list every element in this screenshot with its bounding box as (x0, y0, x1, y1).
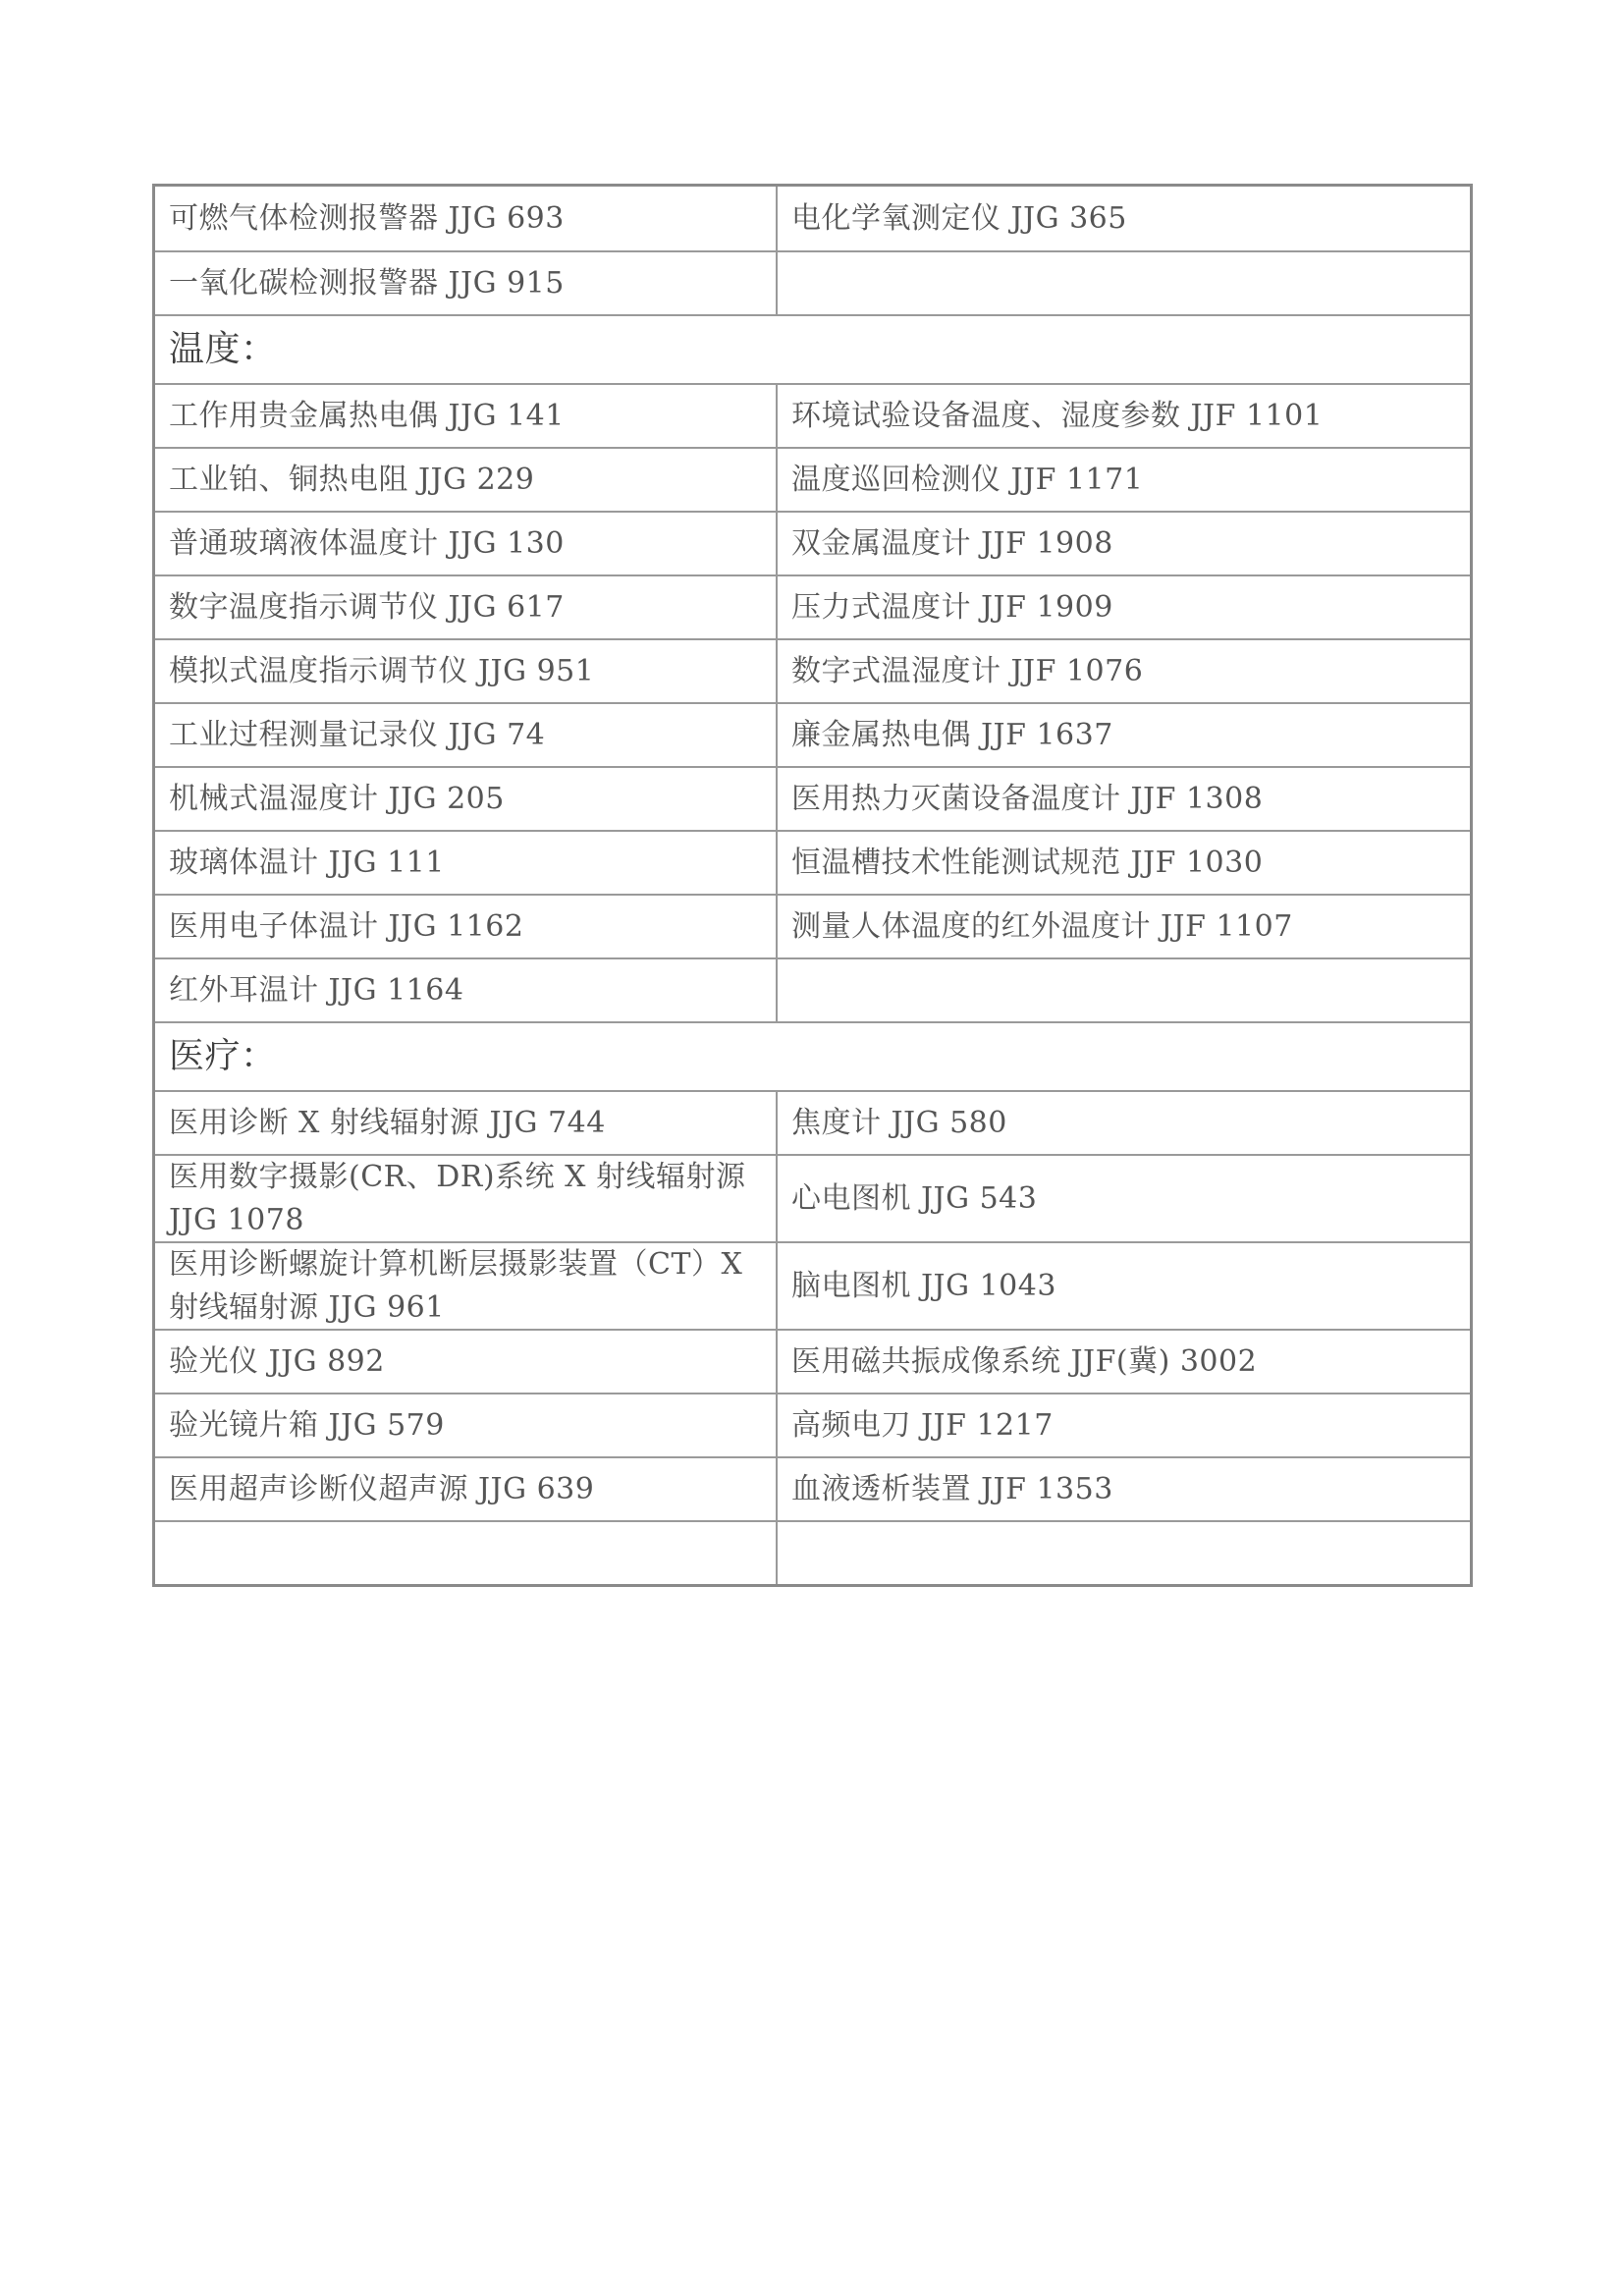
right-cell: 测量人体温度的红外温度计 JJF 1107 (791, 908, 1293, 944)
right-cell (778, 252, 1470, 314)
right-cell: 温度巡回检测仪 JJF 1171 (791, 462, 1144, 497)
section-header: 医疗： (169, 1036, 277, 1076)
right-cell: 血液透析装置 JJF 1353 (791, 1471, 1113, 1506)
table-row (155, 1090, 1470, 1154)
table-row (155, 894, 1470, 957)
right-cell: 压力式温度计 JJF 1909 (791, 589, 1113, 625)
left-cell: 一氧化碳检测报警器 JJG 915 (155, 252, 778, 314)
left-cell: 工作用贵金属热电偶 JJG 141 (155, 385, 778, 447)
right-cell: 高频电刀 JJF 1217 (791, 1407, 1054, 1443)
section-header: 温度： (169, 329, 277, 369)
left-cell: 医用诊断 X 射线辐射源 JJG 744 (155, 1092, 778, 1154)
table-row (155, 1329, 1470, 1393)
table-row (155, 1520, 1470, 1584)
left-cell: 机械式温湿度计 JJG 205 (155, 768, 778, 830)
left-cell: 工业铂、铜热电阻 JJG 229 (155, 449, 778, 511)
left-cell: 数字温度指示调节仪 JJG 617 (155, 576, 778, 638)
table-row (155, 766, 1470, 830)
left-cell: 工业过程测量记录仪 JJG 74 (155, 704, 778, 766)
left-cell: 验光镜片箱 JJG 579 (155, 1394, 778, 1456)
left-cell: 模拟式温度指示调节仪 JJG 951 (155, 640, 778, 702)
left-cell: 验光仪 JJG 892 (155, 1331, 778, 1393)
left-cell: 红外耳温计 JJG 1164 (155, 959, 778, 1021)
left-cell: 普通玻璃液体温度计 JJG 130 (155, 513, 778, 574)
left-cell: 医用数字摄影(CR、DR)系统 X 射线辐射源 JJG 1078 (155, 1156, 778, 1241)
right-cell: 环境试验设备温度、湿度参数 JJF 1101 (791, 398, 1324, 433)
right-cell (778, 959, 1470, 1021)
table-row (155, 702, 1470, 766)
left-cell: 可燃气体检测报警器 JJG 693 (155, 187, 778, 250)
left-cell: 医用超声诊断仪超声源 JJG 639 (155, 1458, 778, 1520)
table-row (155, 830, 1470, 894)
table-row (155, 574, 1470, 638)
right-cell: 脑电图机 JJG 1043 (791, 1268, 1056, 1303)
left-cell (155, 1522, 778, 1584)
table-row (155, 511, 1470, 574)
table-row (155, 447, 1470, 511)
table-row (155, 957, 1470, 1021)
right-cell (778, 1522, 1470, 1584)
table-row (155, 187, 1470, 250)
right-cell: 医用热力灭菌设备温度计 JJF 1308 (791, 781, 1264, 816)
table-row (155, 1154, 1470, 1241)
table-row (155, 1241, 1470, 1329)
section-header-row (155, 1021, 1470, 1090)
left-cell: 医用诊断螺旋计算机断层摄影装置（CT）X 射线辐射源 JJG 961 (155, 1243, 778, 1329)
right-cell: 焦度计 JJG 580 (791, 1105, 1007, 1140)
right-cell: 电化学氧测定仪 JJG 365 (791, 200, 1127, 236)
table-row (155, 638, 1470, 702)
table-row (155, 383, 1470, 447)
right-cell: 廉金属热电偶 JJF 1637 (791, 717, 1113, 752)
right-cell: 医用磁共振成像系统 JJF(冀) 3002 (791, 1343, 1258, 1379)
table-row (155, 250, 1470, 314)
standards-table (152, 184, 1473, 1587)
right-cell: 恒温槽技术性能测试规范 JJF 1030 (791, 845, 1264, 880)
right-cell: 双金属温度计 JJF 1908 (791, 525, 1113, 561)
right-cell: 心电图机 JJG 543 (791, 1180, 1038, 1216)
left-cell: 玻璃体温计 JJG 111 (155, 832, 778, 894)
table-row (155, 1393, 1470, 1456)
left-cell: 医用电子体温计 JJG 1162 (155, 896, 778, 957)
right-cell: 数字式温湿度计 JJF 1076 (791, 653, 1144, 688)
section-header-row (155, 314, 1470, 383)
table-row (155, 1456, 1470, 1520)
